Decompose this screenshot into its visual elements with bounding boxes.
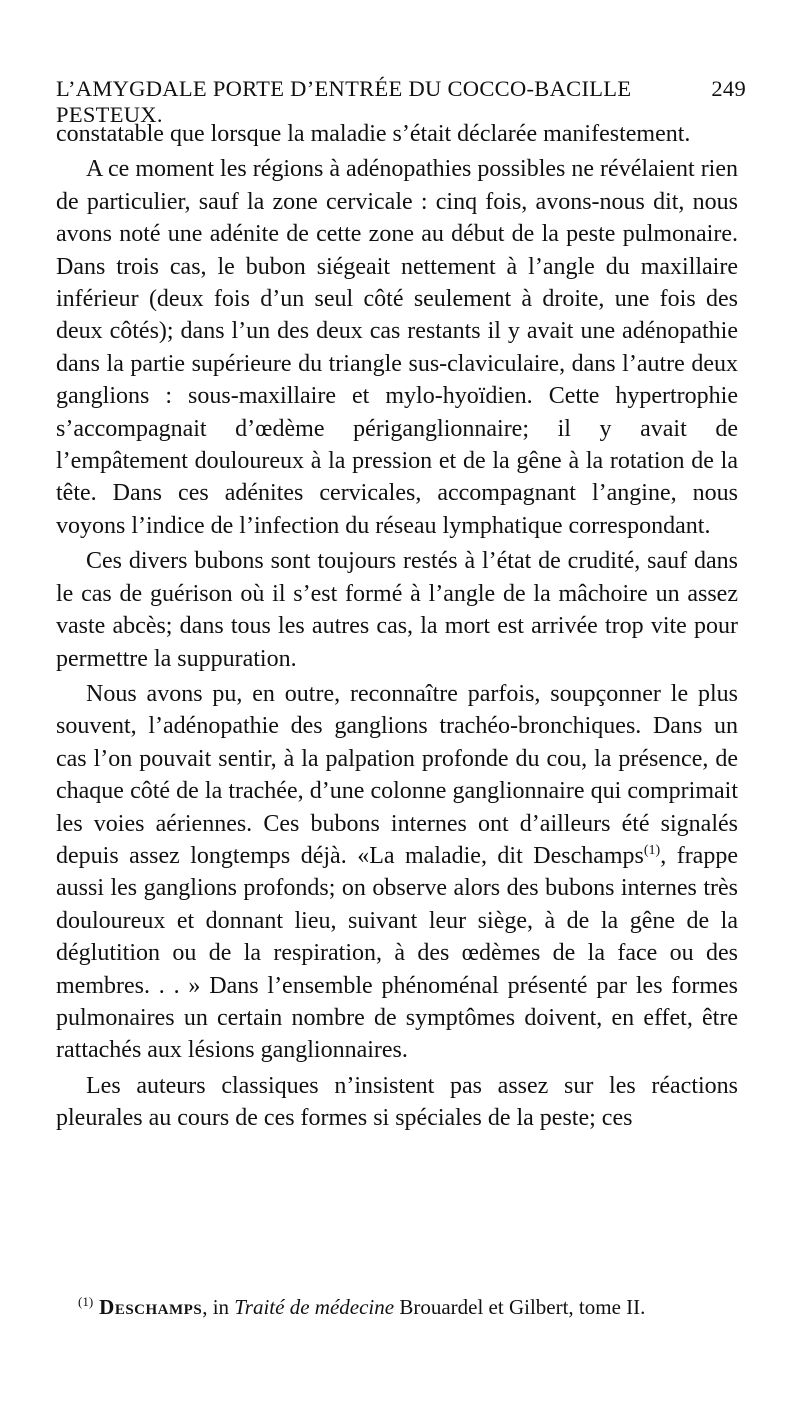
paragraph-4 bbox=[56, 678, 738, 1067]
footnote-title: Traité de médecine bbox=[234, 1295, 395, 1319]
paragraph-2: A ce moment les régions à adénopathies possibles ne révélaient rien de particulier, sauf la zone cervicale : cinq fois, avons-nous dit, nous avons noté une adénite de cette zone au début de la peste pulmonaire. Dans trois cas, le bubon siégeait nettement à l’angle du maxillaire inférieur (deux fois d’un seul côté seulement à droite, une fois des deux côtés); dans l’un des deux cas restants il y avait une adénopathie dans la partie supérieure du triangle sus-claviculaire, dans l’autre deux ganglions : sous-maxillaire et mylo-hyoïdien. Cette hypertrophie s’accompagnait d’œdème périganglionnaire; il y avait de l’empâtement douloureux à la pression et de la gêne à la rotation de la tête. Dans ces adénites cervicales, accompagnant l’angine, nous voyons l’indice de l’infection du réseau lymphatique correspondant. bbox=[56, 156, 738, 539]
body-text bbox=[56, 118, 738, 1138]
paragraph-4-before-note: Nous avons pu, en outre, reconnaître parfois, soupçonner le plus souvent, l’adénopathie des ganglions trachéo-bronchiques. Dans un cas l’on pouvait sentir, à la palpation profonde du cou, la présence, de chaque côté de la trachée, d’une colonne ganglionnaire qui comprimait les voies aériennes. Ces bubons internes ont d’ailleurs été signalés depuis assez longtemps déjà. «La maladie, dit Deschamps bbox=[56, 680, 738, 869]
footnote-post-title: Brouardel et Gilbert, tome II. bbox=[394, 1295, 646, 1319]
paragraph-1: constatable que lorsque la maladie s’était déclarée manifestement. bbox=[56, 121, 691, 147]
paragraph-3: Ces divers bubons sont toujours restés à l’état de crudité, sauf dans le cas de guérison où il s’est formé à l’angle de la mâchoire un assez vaste abcès; dans tous les autres cas, la mort est arrivée trop vite pour permettre la suppuration. bbox=[56, 548, 738, 672]
footnote-pre-title: , in bbox=[202, 1295, 235, 1319]
paragraph-4-after-note: , frappe aussi les ganglions profonds; on observe alors des bubons internes très douloureux et donnant lieu, suivant leur siège, à de la gêne de la déglutition ou de la respiration, à des œdèmes de la face ou des membres. . . » Dans l’ensemble phénoménal présenté par les formes pulmonaires un certain nombre de symptômes doivent, en effet, être rattachés aux lésions ganglionnaires. bbox=[56, 842, 738, 1064]
running-title: L’AMYGDALE PORTE D’ENTRÉE DU COCCO-BACILLE PESTEUX. bbox=[56, 76, 632, 127]
footnote bbox=[78, 1294, 738, 1320]
footnote-reference[interactable]: (1) bbox=[643, 842, 661, 858]
footnote-mark: (1) bbox=[78, 1294, 94, 1309]
paragraph-5: Les auteurs classiques n’insistent pas assez sur les réactions pleurales au cours de ces formes si spéciales de la peste; ces bbox=[56, 1072, 738, 1132]
page-number: 249 bbox=[711, 76, 746, 101]
footnote-author: Deschamps bbox=[99, 1295, 203, 1319]
